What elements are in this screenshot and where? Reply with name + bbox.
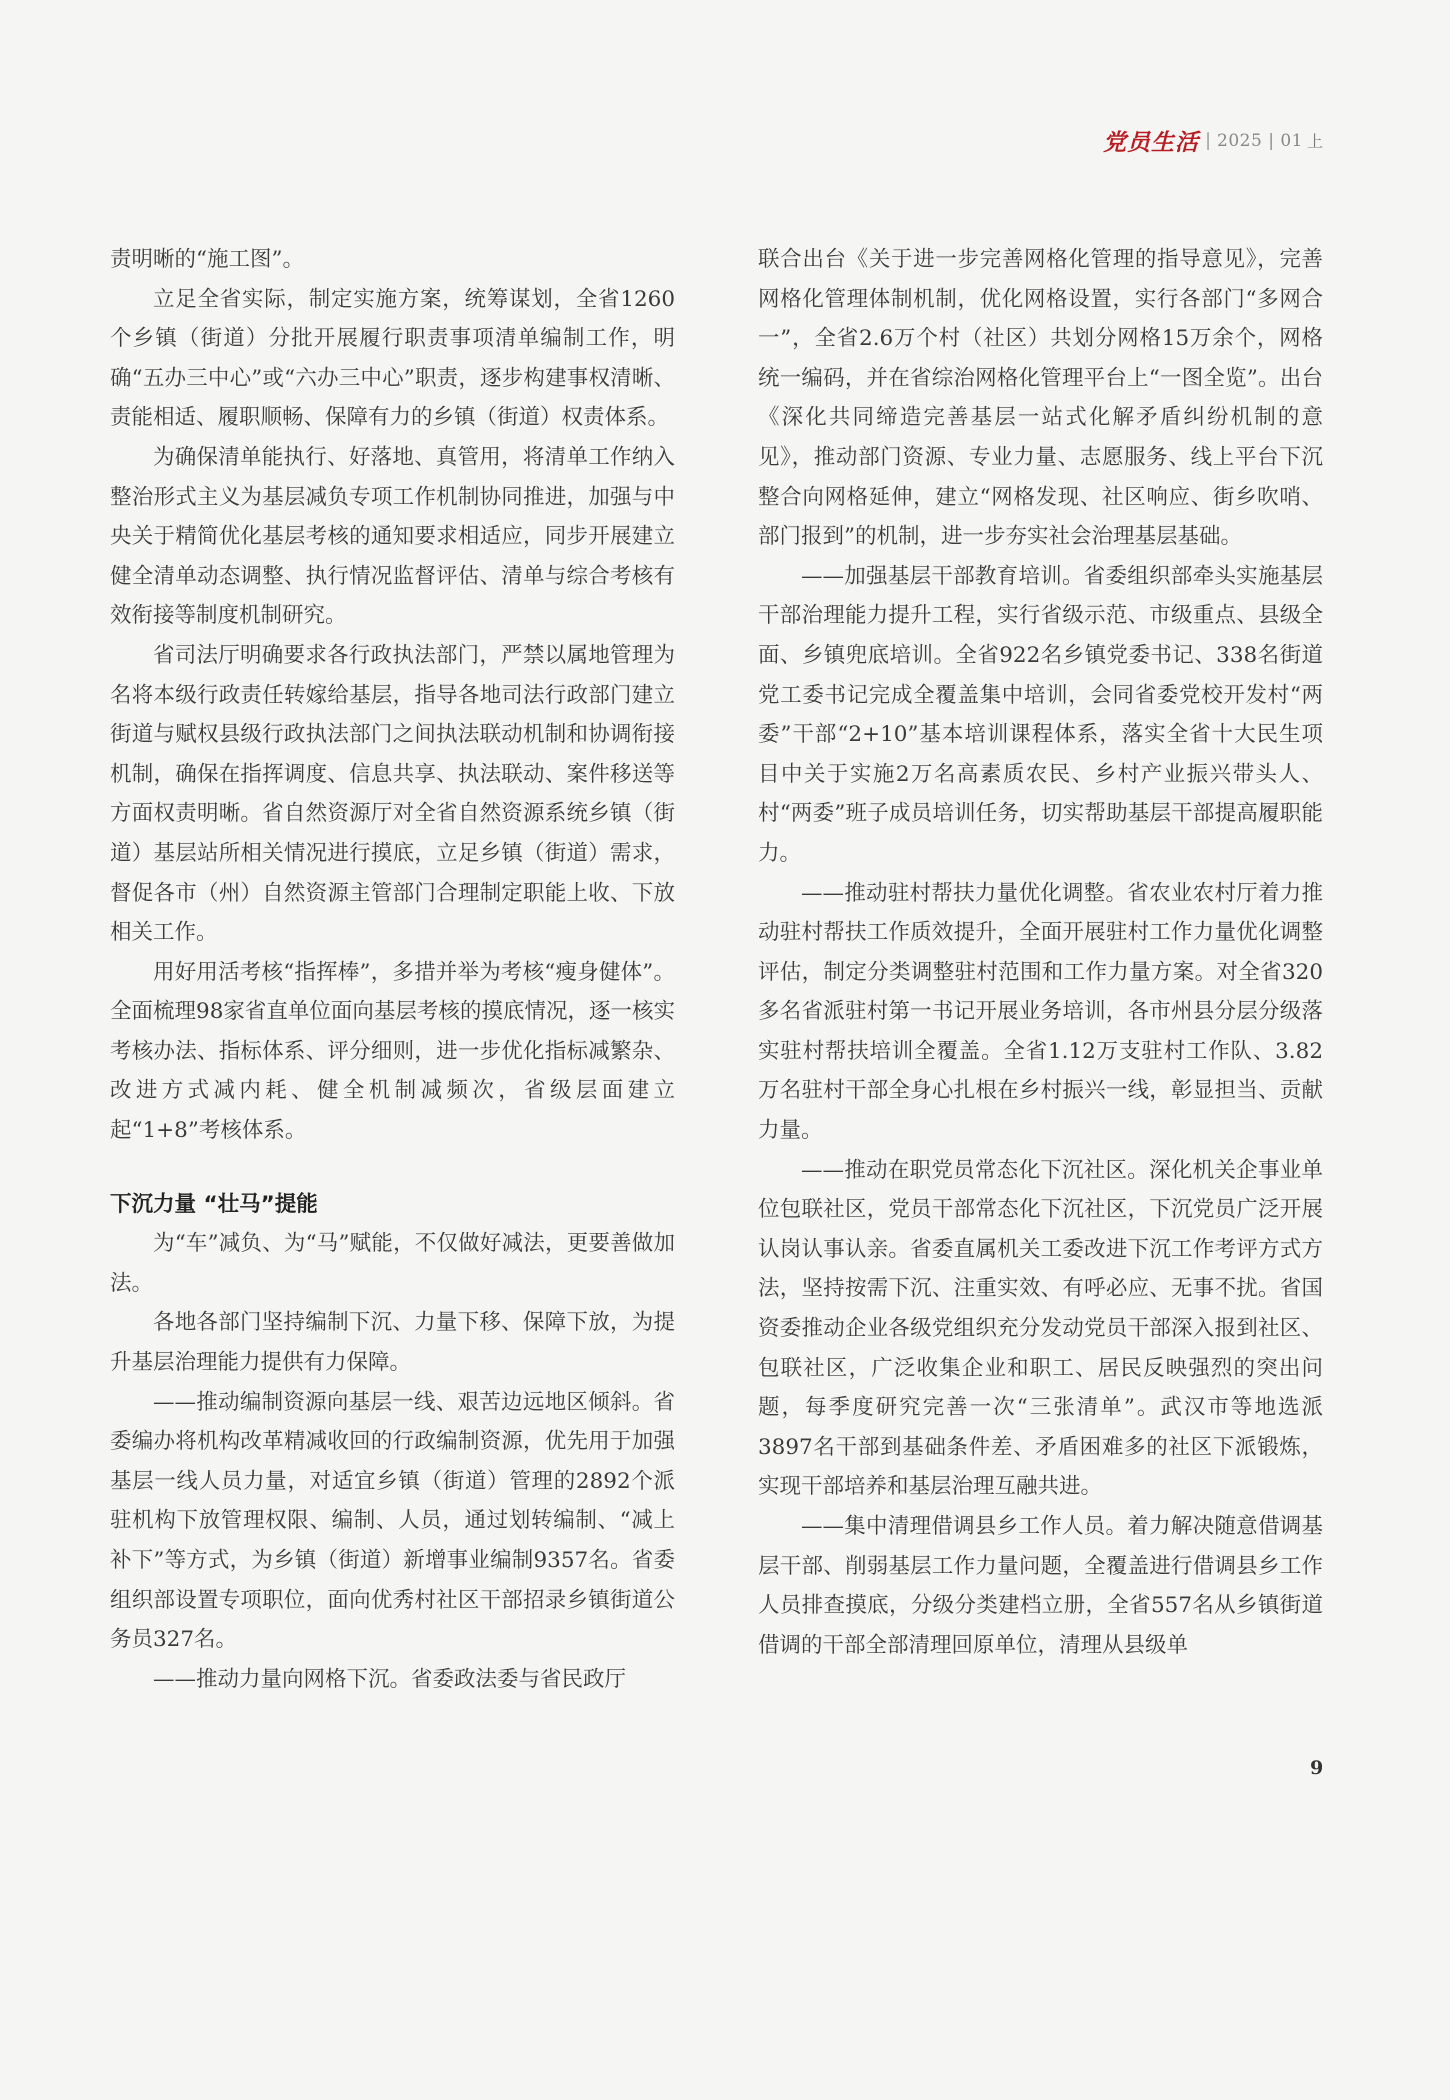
paragraph: 用好用活考核“指挥棒”，多措并举为考核“瘦身健体”。全面梳理98家省直单位面向基层考核的摸底情况，逐一核实考核办法、指标体系、评分细则，进一步优化指标减繁杂、改进方式减内耗、健全机制减频次，省级层面建立起“1+8”考核体系。 <box>110 959 675 1144</box>
left-column <box>110 240 675 1699</box>
issue-mark: 上 <box>1306 132 1323 151</box>
paragraph: ——推动驻村帮扶力量优化调整。省农业农村厅着力推动驻村帮扶工作质效提升，全面开展驻村工作力量优化调整评估，制定分类调整驻村范围和工作力量方案。对全省320多名省派驻村第一书记开展业务培训，各市州县分层分级落实驻村帮扶培训全覆盖。全省1.12万支驻村工作队、3.82万名驻村干部全身心扎根在乡村振兴一线，彰显担当、贡献力量。 <box>758 880 1323 1144</box>
paragraph: ——集中清理借调县乡工作人员。着力解决随意借调基层干部、削弱基层工作力量问题，全覆盖进行借调县乡工作人员排查摸底，分级分类建档立册，全省557名从乡镇街道借调的干部全部清理回原单位，清理从县级单 <box>758 1514 1323 1658</box>
magazine-logo: 党员生活 <box>1102 129 1199 156</box>
paragraph: 为确保清单能执行、好落地、真管用，将清单工作纳入整治形式主义为基层减负专项工作机制协同推进，加强与中央关于精简优化基层考核的通知要求相适应，同步开展建立健全清单动态调整、执行情况监督评估、清单与综合考核有效衔接等制度机制研究。 <box>110 444 675 629</box>
paragraph: 责明晰的“施工图”。 <box>110 247 304 272</box>
masthead-separator: | <box>1204 130 1212 151</box>
paragraph: 为“车”减负、为“马”赋能，不仅做好减法，更要善做加法。 <box>110 1231 675 1296</box>
issue-number: 2025 | 01 <box>1217 130 1303 151</box>
paragraph: ——推动在职党员常态化下沉社区。深化机关企事业单位包联社区，党员干部常态化下沉社区，下沉党员广泛开展认岗认事认亲。省委直属机关工委改进下沉工作考评方式方法，坚持按需下沉、注重实效、有呼必应、无事不扰。省国资委推动企业各级党组织充分发动党员干部深入报到社区、包联社区，广泛收集企业和职工、居民反映强烈的突出问题，每季度研究完善一次“三张清单”。武汉市等地选派3897名干部到基础条件差、矛盾困难多的社区下派锻炼，实现干部培养和基层治理互融共进。 <box>758 1157 1323 1500</box>
paragraph: ——推动编制资源向基层一线、艰苦边远地区倾斜。省委编办将机构改革精减收回的行政编制资源，优先用于加强基层一线人员力量，对适宜乡镇（街道）管理的2892个派驻机构下放管理权限、编制、人员，通过划转编制、“减上补下”等方式，为乡镇（街道）新增事业编制9357名。省委组织部设置专项职位，面向优秀村社区干部招录乡镇街道公务员327名。 <box>110 1389 675 1653</box>
paragraph: ——推动力量向网格下沉。省委政法委与省民政厅 <box>153 1666 627 1692</box>
paragraph: ——加强基层干部教育培训。省委组织部牵头实施基层干部治理能力提升工程，实行省级示范、市级重点、县级全面、乡镇兜底培训。全省922名乡镇党委书记、338名街道党工委书记完成全覆盖集中培训，会同省委党校开发村“两委”干部“2+10”基本培训课程体系，落实全省十大民生项目中关于实施2万名高素质农民、乡村产业振兴带头人、村“两委”班子成员培训任务，切实帮助基层干部提高履职能力。 <box>758 563 1323 866</box>
masthead <box>1103 124 1323 157</box>
paragraph: 立足全省实际，制定实施方案，统筹谋划，全省1260个乡镇（街道）分批开展履行职责事项清单编制工作，明确“五办三中心”或“六办三中心”职责，逐步构建事权清晰、责能相适、履职顺畅、保障有力的乡镇（街道）权责体系。 <box>110 286 675 431</box>
page-number: 9 <box>1310 1757 1324 1779</box>
right-column <box>758 240 1323 1665</box>
paragraph: 联合出台《关于进一步完善网格化管理的指导意见》，完善网格化管理体制机制，优化网格设置，实行各部门“多网合一”，全省2.6万个村（社区）共划分网格15万余个，网格统一编码，并在省综治网格化管理平台上“一图全览”。出台《深化共同缔造完善基层一站式化解矛盾纠纷机制的意见》，推动部门资源、专业力量、志愿服务、线上平台下沉整合向网格延伸，建立“网格发现、社区响应、街乡吹哨、部门报到”的机制，进一步夯实社会治理基层基础。 <box>758 247 1323 550</box>
section-heading: 下沉力量 “壮马”提能 <box>110 1191 318 1217</box>
paragraph: 各地各部门坚持编制下沉、力量下移、保障下放，为提升基层治理能力提供有力保障。 <box>110 1310 675 1376</box>
paragraph: 省司法厅明确要求各行政执法部门，严禁以属地管理为名将本级行政责任转嫁给基层，指导各地司法行政部门建立街道与赋权县级行政执法部门之间执法联动机制和协调衔接机制，确保在指挥调度、信息共享、执法联动、案件移送等方面权责明晰。省自然资源厅对全省自然资源系统乡镇（街道）基层站所相关情况进行摸底，立足乡镇（街道）需求，督促各市（州）自然资源主管部门合理制定职能上收、下放相关工作。 <box>110 642 675 946</box>
